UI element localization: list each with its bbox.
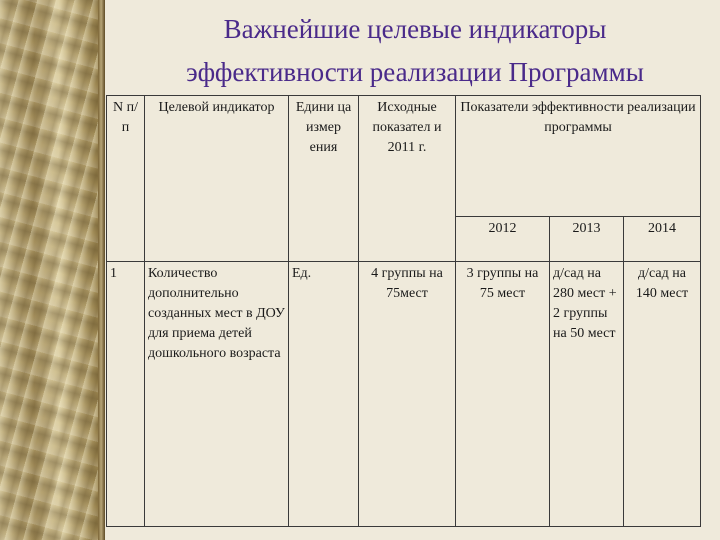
indicators-table: [106, 95, 701, 527]
header-num: N п/ п: [107, 96, 145, 262]
cell-unit: Ед.: [289, 262, 359, 527]
table-row: [107, 262, 701, 527]
header-baseline: Исходные показател и 2011 г.: [359, 96, 456, 262]
header-year-2014: 2014: [624, 217, 701, 262]
cell-baseline: 4 группы на 75мест: [359, 262, 456, 527]
slide-title-line-1: Важнейшие целевые индикаторы: [223, 14, 607, 44]
cell-2012: 3 группы на 75 мест: [456, 262, 550, 527]
decorative-band-edge: [98, 0, 105, 540]
header-unit: Едини ца измер ения: [289, 96, 359, 262]
header-year-2012: 2012: [456, 217, 550, 262]
header-indicator: Целевой индикатор: [145, 96, 289, 262]
cell-2013: д/сад на 280 мест + 2 группы на 50 мест: [550, 262, 624, 527]
header-year-2013: 2013: [550, 217, 624, 262]
decorative-gold-band: [0, 0, 98, 540]
cell-2014: д/сад на 140 мест: [624, 262, 701, 527]
slide-title: [120, 8, 710, 94]
header-performance: Показатели эффективности реализации программы: [456, 96, 701, 217]
cell-indicator: Количество дополнительно созданных мест в ДОУ для приема детей дошкольного возраста: [145, 262, 289, 527]
cell-num: 1: [107, 262, 145, 527]
slide-title-line-2: эффективности реализации Программы: [186, 57, 644, 87]
header-row: [107, 96, 701, 217]
